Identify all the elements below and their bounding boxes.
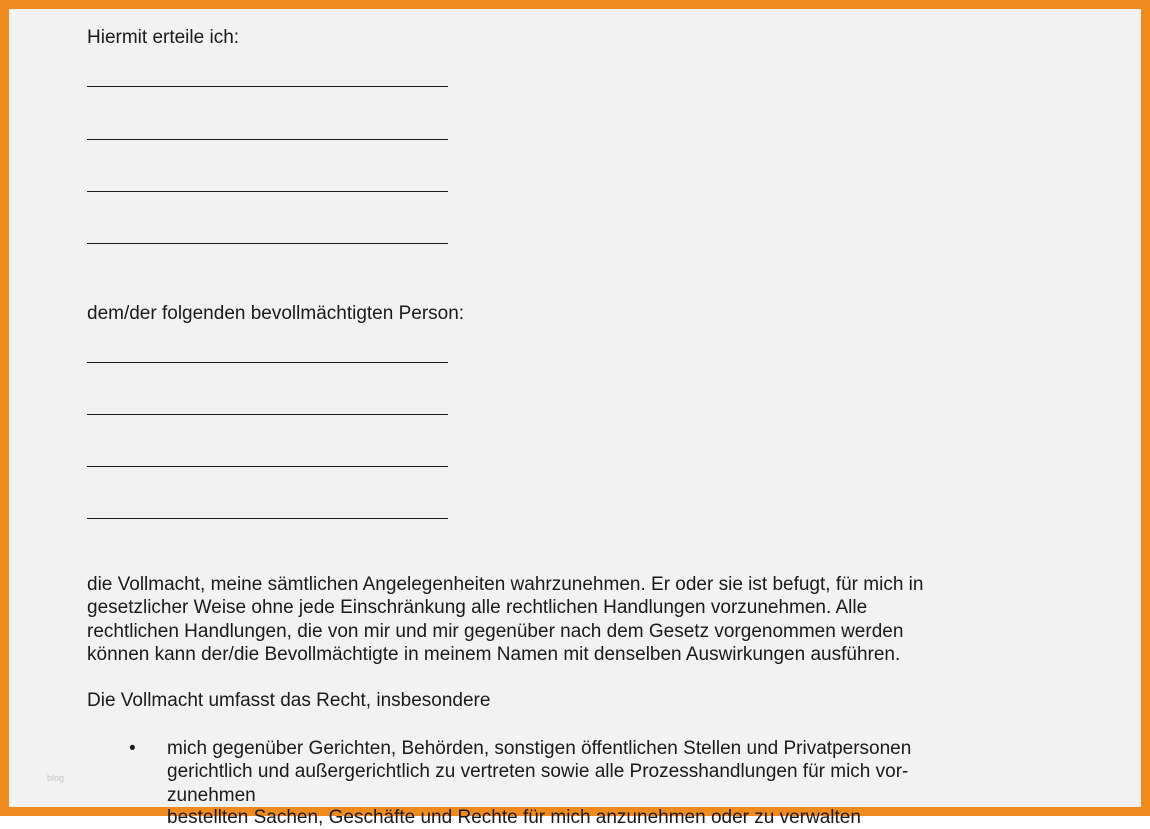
bullet-marker: • <box>129 738 136 759</box>
attorney-line-1 <box>87 362 448 363</box>
bullet-line: zunehmen <box>167 784 256 806</box>
grantor-line-1 <box>87 86 448 87</box>
paragraph-line: gesetzlicher Weise ohne jede Einschränkung alle rechtlichen Handlungen vorzunehmen. Alle <box>87 597 868 619</box>
attorney-line-3 <box>87 466 448 467</box>
intro-text: Hiermit erteile ich: <box>87 27 240 48</box>
bullet-item-1 <box>167 737 1047 807</box>
bullet-line: gerichtlich und außergerichtlich zu vertreten sowie alle Prozesshandlungen für mich vor- <box>167 761 909 783</box>
grantor-line-4 <box>87 243 448 244</box>
grantor-line-3 <box>87 191 448 192</box>
scope-heading: Die Vollmacht umfasst das Recht, insbesondere <box>87 690 491 711</box>
watermark: blog <box>47 773 65 783</box>
paragraph-line: rechtlichen Handlungen, die von mir und mir gegenüber nach dem Gesetz vorgenommen werden <box>87 620 904 642</box>
paragraph-line: die Vollmacht, meine sämtlichen Angelegenheiten wahrzunehmen. Er oder sie ist befugt, für mich in <box>87 574 924 595</box>
bullet-line: mich gegenüber Gerichten, Behörden, sonstigen öffentlichen Stellen und Privatpersonen <box>167 738 912 759</box>
paragraph-line: können kann der/die Bevollmächtigte in meinem Namen mit denselben Auswirkungen ausführen. <box>87 643 901 665</box>
attorney-label: dem/der folgenden bevollmächtigten Person: <box>87 303 465 324</box>
grantor-line-2 <box>87 139 448 140</box>
attorney-line-4 <box>87 518 448 519</box>
partial-text-line: bestellten Sachen, Geschäfte und Rechte für mich anzunehmen oder zu verwalten <box>167 807 861 828</box>
power-of-attorney-paragraph <box>87 573 1047 666</box>
attorney-line-2 <box>87 414 448 415</box>
